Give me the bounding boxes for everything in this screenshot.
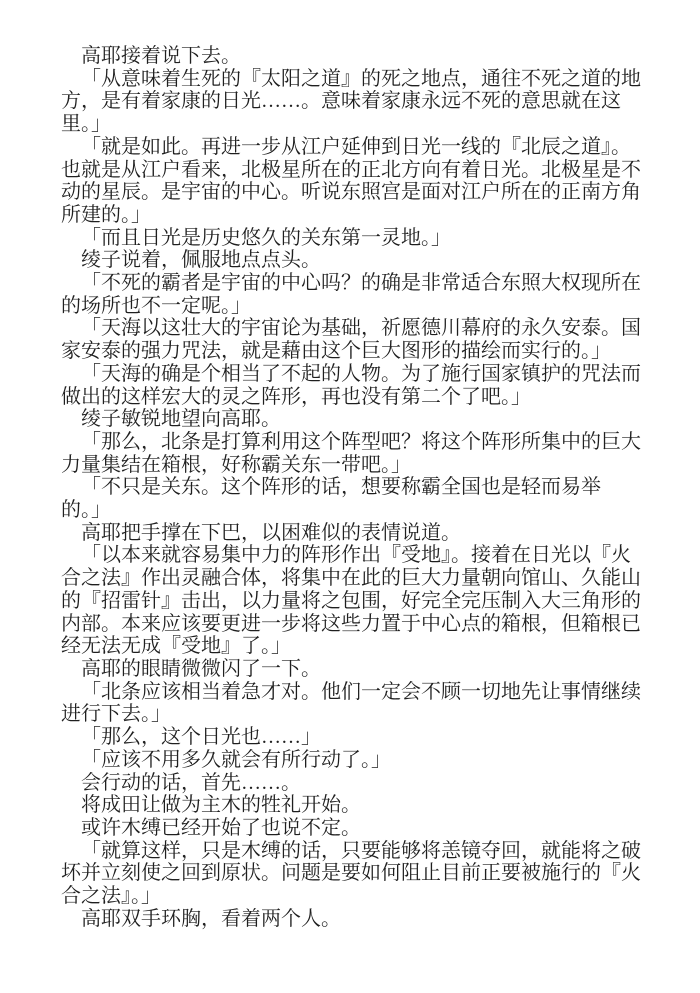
paragraph xyxy=(61,840,643,908)
text-line: 里。」 xyxy=(61,113,111,136)
text-line: 所建的。」 xyxy=(61,203,151,226)
text-line: 「不只是关东。这个阵形的话，想要称霸全国也是轻而易举 xyxy=(81,476,601,499)
paragraph xyxy=(61,136,643,227)
text-line: 高耶的眼睛微微闪了一下。 xyxy=(81,657,321,680)
text-line: 「就算这样，只是木缚的话，只要能够将恙镜夺回，就能将之破 xyxy=(81,839,641,862)
paragraph xyxy=(61,658,643,681)
text-line: 「而且日光是历史悠久的关东第一灵地。」 xyxy=(81,226,451,249)
text-line: 的场所也不一定呢。」 xyxy=(61,294,251,317)
paragraph xyxy=(61,772,643,795)
paragraph xyxy=(61,317,643,362)
text-line: 会行动的话，首先……。 xyxy=(81,771,301,794)
paragraph xyxy=(61,544,643,658)
paragraph xyxy=(61,522,643,545)
text-line: 将成田让做为主木的牲礼开始。 xyxy=(81,794,361,817)
text-line: 「北条应该相当着急才对。他们一定会不顾一切地先让事情继续 xyxy=(81,680,641,703)
text-line: 合之法』作出灵融合体，将集中在此的巨大力量朝向馆山、久能山 xyxy=(61,567,641,590)
text-line: 绫子说着，佩服地点点头。 xyxy=(81,249,321,272)
paragraph xyxy=(61,408,643,431)
paragraph xyxy=(61,476,643,521)
paragraph xyxy=(61,45,643,68)
paragraph xyxy=(61,726,643,749)
text-line: 做出的这样宏大的灵之阵形，再也没有第二个了吧。」 xyxy=(61,385,531,408)
text-line: 「以本来就容易集中力的阵形作出『受地』。接着在日光以『火 xyxy=(81,544,631,567)
text-line: 高耶双手环胸，看着两个人。 xyxy=(81,907,341,930)
text-line: 内部。本来应该要更进一步将这些力置于中心点的箱根，但箱根已 xyxy=(61,612,641,635)
text-line: 动的星辰。是宇宙的中心。听说东照宫是面对江户所在的正南方角 xyxy=(61,181,641,204)
paragraph xyxy=(61,249,643,272)
text-line: 「天海以这壮大的宇宙论为基础，祈愿德川幕府的永久安泰。国 xyxy=(81,317,641,340)
text-line: 进行下去。」 xyxy=(61,703,171,726)
text-line: 「天海的确是个相当了不起的人物。为了施行国家镇护的咒法而 xyxy=(81,362,641,385)
paragraph xyxy=(61,794,643,817)
text-line: 绫子敏锐地望向高耶。 xyxy=(81,408,281,431)
text-line: 合之法』。」 xyxy=(61,885,161,908)
paragraph xyxy=(61,749,643,772)
paragraph xyxy=(61,908,643,931)
text-line: 的『招雷针』击出，以力量将之包围，好完全完压制入大三角形的 xyxy=(61,589,641,612)
text-line: 「应该不用多久就会有所行动了。」 xyxy=(81,748,391,771)
text-line: 或许木缚已经开始了也说不定。 xyxy=(81,816,361,839)
text-line: 「那么，北条是打算利用这个阵型吧？将这个阵形所集中的巨大 xyxy=(81,430,641,453)
text-line: 力量集结在箱根，好称霸关东一带吧。」 xyxy=(61,453,411,476)
paragraph xyxy=(61,431,643,476)
text-line: 家安泰的强力咒法，就是藉由这个巨大图形的描绘而实行的。」 xyxy=(61,340,611,363)
paragraph xyxy=(61,272,643,317)
text-line: 高耶把手撑在下巴，以困难似的表情说道。 xyxy=(81,521,461,544)
paragraph xyxy=(61,817,643,840)
text-line: 「从意味着生死的『太阳之道』的死之地点，通往不死之道的地 xyxy=(81,67,641,90)
text-line: 坏并立刻使之回到原状。问题是要如何阻止目前正要被施行的『火 xyxy=(61,862,641,885)
paragraph xyxy=(61,681,643,726)
text-line: 的。」 xyxy=(61,499,111,522)
text-line: 经无法无成『受地』了。」 xyxy=(61,635,291,658)
text-line: 「不死的霸者是宇宙的中心吗？的确是非常适合东照大权现所在 xyxy=(81,272,641,295)
paragraph xyxy=(61,68,643,136)
text-line: 高耶接着说下去。 xyxy=(81,45,241,67)
paragraph xyxy=(61,363,643,408)
text-line: 也就是从江户看来，北极星所在的正北方向有着日光。北极星是不 xyxy=(61,158,641,181)
text-line: 「那么，这个日光也……」 xyxy=(81,726,321,749)
text-line: 方，是有着家康的日光……。意味着家康永远不死的意思就在这 xyxy=(61,90,621,113)
text-content xyxy=(61,45,643,930)
text-line: 「就是如此。再进一步从江户延伸到日光一线的『北辰之道』。 xyxy=(81,135,631,158)
paragraph xyxy=(61,227,643,250)
